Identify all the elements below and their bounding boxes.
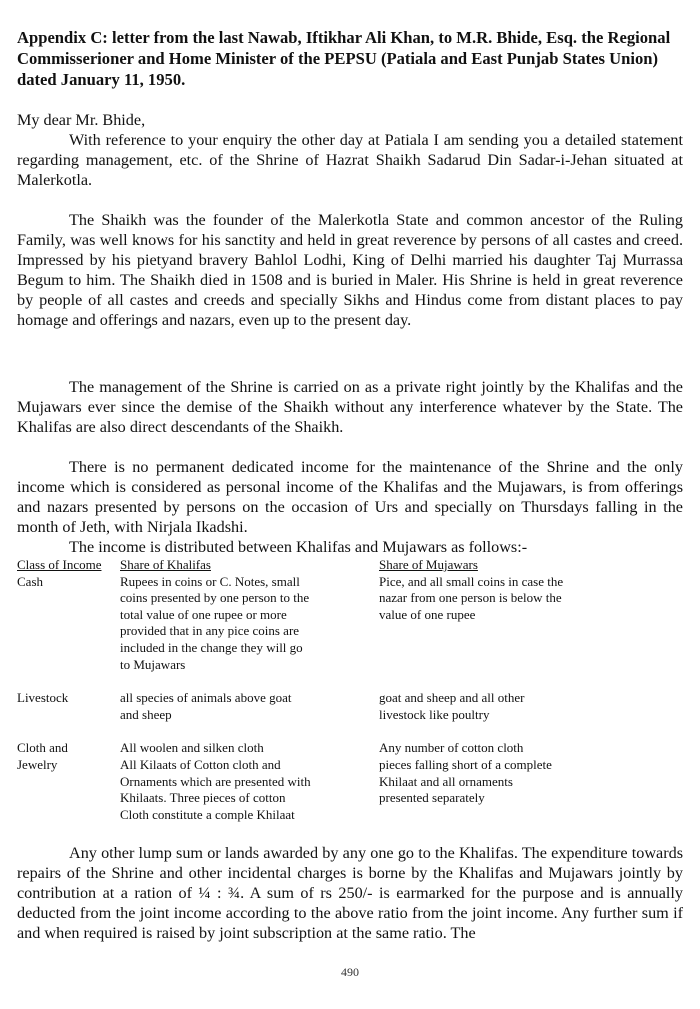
table-row — [17, 574, 627, 674]
cell-line: goat and sheep and all other — [379, 690, 525, 706]
appendix-title: Appendix C: letter from the last Nawab, Iftikhar Ali Khan, to M.R. Bhide, Esq. the Regional Commisserioner and Home Minister of the PEPSU (Patiala and East Punjab States Union) dated January 11, 1950. — [17, 28, 671, 89]
table-spacer-row — [17, 673, 627, 690]
khalifas-cell — [120, 690, 379, 723]
cell-line: All Kilaats of Cotton cloth and — [120, 756, 281, 772]
paragraph-4: There is no permanent dedicated income for the maintenance of the Shrine and the only income which is considered as personal income of the Khalifas and the Mujawars, is from offerings and nazars presented by persons on the occasion of Urs and specially on Thursdays falling in the month of Jeth, with Nirjala Ikadshi. — [17, 458, 683, 536]
cell-line: Pice, and all small coins in case the — [379, 573, 564, 589]
cell-line: Cash — [17, 573, 43, 589]
cell-line: Cloth and — [17, 740, 68, 756]
header-class-of-income: Class of Income — [17, 557, 102, 572]
paragraph-5: The income is distributed between Khalifas and Mujawars as follows:- — [69, 538, 528, 556]
spacer-cell — [17, 723, 627, 740]
paragraph-2: The Shaikh was the founder of the Malerkotla State and common ancestor of the Ruling Family, was well knows for his sanctity and held in great reverence by persons of all castes and creed. Impressed by his pietyand bravery Bahlol Lodhi, King of Delhi married his daughter Taj Murrassa Begum to him. The Shaikh died in 1508 and is buried in Maler. His Shrine is held in great reverence by people of all castes and creeds and specially Sikhs and Hindus come from distant places to pay homage and offerings and nazars, even up to the present day. — [17, 211, 683, 329]
paragraph-1: With reference to your enquiry the other day at Patiala I am sending you a detailed statement regarding management, etc. of the Shrine of Hazrat Shaikh Sadarud Din Sadar-i-Jehan situated at Malerkotla. — [17, 131, 683, 189]
cell-line: Any number of cotton cloth — [379, 740, 524, 756]
cell-line: presented separately — [379, 790, 485, 806]
header-share-of-mujawars: Share of Mujawars — [379, 557, 478, 572]
mujawars-cell — [379, 740, 627, 823]
khalifas-cell — [120, 740, 379, 823]
khalifas-cell — [120, 574, 379, 674]
cell-line: all species of animals above goat — [120, 690, 292, 706]
class-cell — [17, 690, 120, 723]
income-distribution-table — [17, 557, 627, 823]
salutation: My dear Mr. Bhide, — [17, 111, 146, 129]
cell-line: All woolen and silken cloth — [120, 740, 264, 756]
header-share-of-khalifas: Share of Khalifas — [120, 557, 211, 572]
cell-line: livestock like poultry — [379, 706, 490, 722]
cell-line: Cloth constitute a comple Khilaat — [120, 806, 295, 822]
mujawars-cell — [379, 574, 627, 674]
paragraph-6: Any other lump sum or lands awarded by any one go to the Khalifas. The expenditure towards repairs of the Shrine and other incidental charges is borne by the Khalifas and Mujawars jointly by contribution at a ration of ¼ : ¾. A sum of rs 250/- is earmarked for the purpose and is annually deducted from the joint income according to the above ratio from the joint income. Any further sum if and when required is raised by joint subscription at the same ratio. The — [17, 844, 683, 943]
cell-line: and sheep — [120, 706, 172, 722]
mujawars-cell — [379, 690, 627, 723]
cell-line: Ornaments which are presented with — [120, 773, 311, 789]
cell-line: to Mujawars — [120, 656, 186, 672]
document-page — [17, 27, 683, 943]
cell-line: included in the change they will go — [120, 639, 303, 655]
spacer-cell — [17, 673, 627, 690]
cell-line: provided that in any pice coins are — [120, 623, 300, 639]
table-header-row — [17, 557, 627, 574]
cell-line: Khilaat and all ornaments — [379, 773, 513, 789]
cell-line: Jewelry — [17, 756, 58, 772]
cell-line: Rupees in coins or C. Notes, small — [120, 573, 300, 589]
cell-line: pieces falling short of a complete — [379, 756, 552, 772]
page-number: 490 — [341, 965, 359, 979]
paragraph-3: The management of the Shrine is carried on as a private right jointly by the Khalifas and the Mujawars ever since the demise of the Shaikh without any interference whatever by the State. The Khalifas are also direct descendants of the Shaikh. — [17, 378, 683, 436]
cell-line: value of one rupee — [379, 606, 476, 622]
table-spacer-row — [17, 723, 627, 740]
table-row — [17, 690, 627, 723]
class-cell — [17, 574, 120, 674]
cell-line: Khilaats. Three pieces of cotton — [120, 790, 286, 806]
table-row — [17, 740, 627, 823]
cell-line: coins presented by one person to the — [120, 590, 310, 606]
class-cell — [17, 740, 120, 823]
cell-line: nazar from one person is below the — [379, 590, 562, 606]
cell-line: total value of one rupee or more — [120, 606, 287, 622]
cell-line: Livestock — [17, 690, 69, 706]
